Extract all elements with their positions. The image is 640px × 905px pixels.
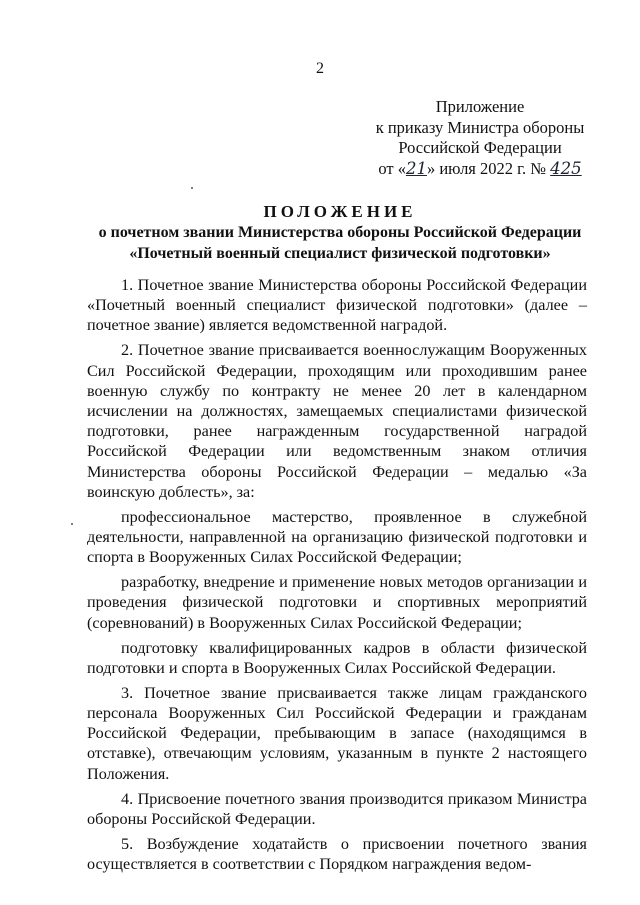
paragraph-3: 3. Почетное звание присваивается также лицам гражданского персонала Вооруженных Сил Российской Федерации и гражданам Российской Федерации, пребывающим в запасе (находящимся в отставке), отвечающим условиям, указанным в пункте 2 настоящего Положения. — [87, 683, 587, 783]
document-body — [87, 275, 587, 874]
appendix-order-ref: к приказу Министра обороны — [375, 117, 585, 137]
handwritten-day: 21 — [405, 158, 427, 178]
handwritten-order-number: 425 — [550, 158, 582, 178]
page-number: 2 — [316, 60, 324, 77]
appendix-country: Российской Федерации — [398, 138, 562, 157]
date-middle: » июля 2022 г. № — [426, 158, 551, 178]
appendix-date-line — [330, 159, 630, 180]
title-line-3: «Почетный военный специалист физической подготовки» — [129, 244, 551, 262]
paragraph-4: 4. Присвоение почетного звания производится приказом Министра обороны Российской Федерации. — [87, 789, 587, 828]
paragraph-2-item-3: подготовку квалифицированных кадров в области физической подготовки и спорта в Вооруженных Силах Российской Федерации. — [87, 638, 587, 677]
appendix-title: Приложение — [435, 97, 525, 116]
document-title — [60, 201, 620, 264]
paragraph-2-item-2: разработку, внедрение и применение новых методов организации и проведения физической подготовки и спортивных мероприятий (соревнований) в Вооруженных Силах Российской Федерации; — [87, 573, 587, 632]
scan-speck — [71, 523, 73, 525]
paragraph-1: 1. Почетное звание Министерства обороны Российской Федерации «Почетный военный специалист физической подготовки» (далее – почетное звание) является ведомственной наградой. — [87, 276, 587, 335]
title-line-2: о почетном звании Министерства обороны Российской Федерации — [98, 224, 582, 241]
title-main: ПОЛОЖЕНИЕ — [263, 202, 417, 221]
paragraph-2: 2. Почетное звание присваивается военнослужащим Вооруженных Сил Российской Федерации, проходящим или проходившим ранее военную службу по контракту не менее 20 лет в календарном исчислении на должностях, замещаемых специалистами физической подготовки, ранее награжденным государственной наградой Российской Федерации или ведомственным знаком отличия Министерства обороны Российской Федерации – медалью «За воинскую доблесть», за: — [87, 341, 587, 501]
paragraph-5: 5. Возбуждение ходатайств о присвоении почетного звания осуществляется в соответствии с Порядком награждения ведом- — [87, 834, 587, 874]
date-prefix: от « — [378, 158, 406, 178]
appendix-header — [330, 97, 630, 179]
paragraph-2-item-1: профессиональное мастерство, проявленное в служебной деятельности, направленной на организацию физической подготовки и спорта в Вооруженных Силах Российской Федерации; — [87, 507, 587, 567]
scan-speck — [191, 187, 193, 189]
